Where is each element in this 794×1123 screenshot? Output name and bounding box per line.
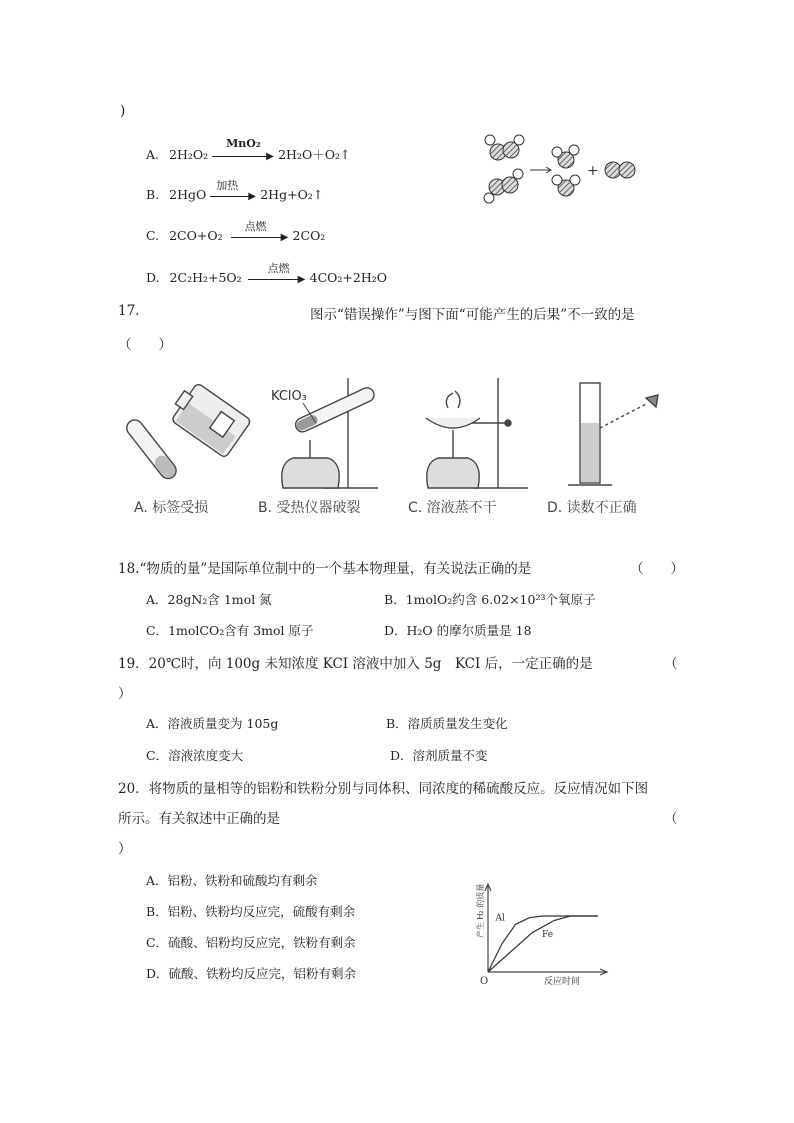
caption-b: B. 受热仪器破裂 [258, 500, 361, 516]
option-letter: B. [146, 187, 160, 202]
q17-stem: 图示“错误操作”与图下面“可能产生的后果”不一致的是 [310, 307, 635, 323]
equation-rhs: 2H₂O＋O₂ [278, 147, 340, 162]
molecule-reactant-1 [485, 135, 524, 160]
reaction-condition: 加热 [216, 178, 239, 192]
q17-answer-paren[interactable]: （ ） [118, 337, 172, 353]
series-line-fe [488, 916, 598, 972]
lab-operations-figure [118, 368, 678, 493]
reaction-arrow: 点燃 ▶ [246, 272, 306, 286]
q20-option-d[interactable]: D．硫酸、铁粉均反应完，铝粉有剩余 [146, 966, 357, 981]
option-letter: A. [146, 147, 160, 162]
q19-option-d[interactable]: D．溶剂质量不变 [390, 748, 488, 763]
q20-stem-line2: 所示。有关叙述中正确的是 [118, 811, 280, 827]
option-letter: D. [146, 270, 160, 285]
series-label-fe: Fe [542, 929, 554, 940]
q16-paren-close: ) [120, 103, 126, 119]
q20-stem-line1: 20．将物质的量相等的铝粉和铁粉分别与同体积、同浓度的稀硫酸反应。反应情况如下图 [118, 781, 649, 797]
apparatus-a-pouring [124, 379, 252, 481]
q18-stem: 18.“物质的量”是国际单位制中的一个基本物理量，有关说法正确的是 [118, 561, 532, 577]
q16-option-a[interactable] [146, 136, 351, 163]
q20-paren-close: ） [118, 841, 132, 857]
reaction-arrow-icon [530, 167, 551, 173]
q17-number: 17. [118, 303, 140, 319]
q20-paren-open[interactable]: （ [664, 811, 678, 827]
hydrogen-mass-chart [466, 880, 616, 990]
q19-paren-close: ） [118, 686, 132, 702]
q18-option-c[interactable]: C．1molCO₂含有 3mol 原子 [146, 623, 314, 638]
q18-option-a[interactable]: A．28gN₂含 1mol 氮 [146, 592, 272, 607]
q20-option-c[interactable]: C．硫酸、铝粉均反应完，铁粉有剩余 [146, 935, 356, 950]
reaction-arrow: 点燃 ▶ [227, 230, 289, 244]
equation-rhs: 2CO₂ [292, 228, 326, 243]
gas-up-arrow-icon: ↑ [339, 147, 351, 162]
y-axis-label: 产生 H₂ 的质量 [476, 883, 485, 938]
q19-option-c[interactable]: C．溶液浓度变大 [146, 748, 244, 763]
apparatus-d-graduated-cylinder [568, 383, 658, 485]
q20-option-a[interactable]: A．铝粉、铁粉和硫酸均有剩余 [146, 873, 318, 888]
q19-option-a[interactable]: A．溶液质量变为 105g [146, 716, 279, 731]
reaction-arrow: 加热 ▶ [210, 189, 256, 203]
molecule-reaction-diagram [480, 130, 650, 210]
q20-option-b[interactable]: B．铝粉、铁粉均反应完，硫酸有剩余 [146, 904, 356, 919]
equation-lhs: 2H₂O₂ [169, 147, 209, 162]
plus-sign: + [587, 163, 599, 179]
q16-option-c[interactable] [146, 219, 326, 244]
q18-option-b[interactable]: B．1molO₂约含 6.02×10²³个氧原子 [384, 592, 596, 607]
kclo3-label: KClO₃ [271, 389, 307, 404]
q19-paren-open[interactable]: （ [664, 656, 678, 672]
q16-option-b[interactable] [146, 178, 324, 203]
reaction-condition: MnO₂ [226, 136, 261, 150]
q18-option-d[interactable]: D．H₂O 的摩尔质量是 18 [384, 623, 532, 638]
equation-rhs: 4CO₂+2H₂O [309, 270, 388, 285]
q16-option-d[interactable] [146, 261, 388, 286]
equation-lhs: 2C₂H₂+5O₂ [169, 270, 242, 285]
caption-c: C. 溶液蒸不干 [408, 500, 497, 516]
q19-option-b[interactable]: B．溶质质量发生变化 [386, 716, 508, 731]
equation-lhs: 2HgO [169, 187, 207, 202]
series-label-al: Al [495, 913, 505, 924]
caption-d: D. 读数不正确 [547, 500, 637, 516]
equation-lhs: 2CO+O₂ [169, 228, 223, 243]
q18-answer-paren[interactable]: （ ） [630, 561, 684, 577]
molecule-reactant-2 [484, 169, 523, 203]
molecule-product-water-1 [552, 145, 579, 168]
equation-rhs: 2Hg+O₂ [260, 187, 313, 202]
molecule-product-oxygen [605, 162, 635, 178]
origin-label: O [480, 976, 489, 987]
gas-up-arrow-icon: ↑ [312, 187, 324, 202]
reaction-condition: 点燃 [244, 219, 267, 233]
caption-a: A. 标签受损 [134, 500, 209, 516]
apparatus-c-evaporating-dish [426, 378, 528, 488]
option-letter: C. [146, 228, 160, 243]
x-axis-label: 反应时间 [544, 977, 581, 987]
series-line-al [488, 916, 598, 972]
q19-stem: 19．20℃时，向 100g 未知浓度 KCI 溶液中加入 5g KCI 后，一定正确的是 [118, 656, 593, 672]
molecule-product-water-2 [552, 175, 580, 196]
reaction-arrow: MnO₂ ▶ [212, 149, 274, 163]
reaction-condition: 点燃 [267, 261, 290, 275]
